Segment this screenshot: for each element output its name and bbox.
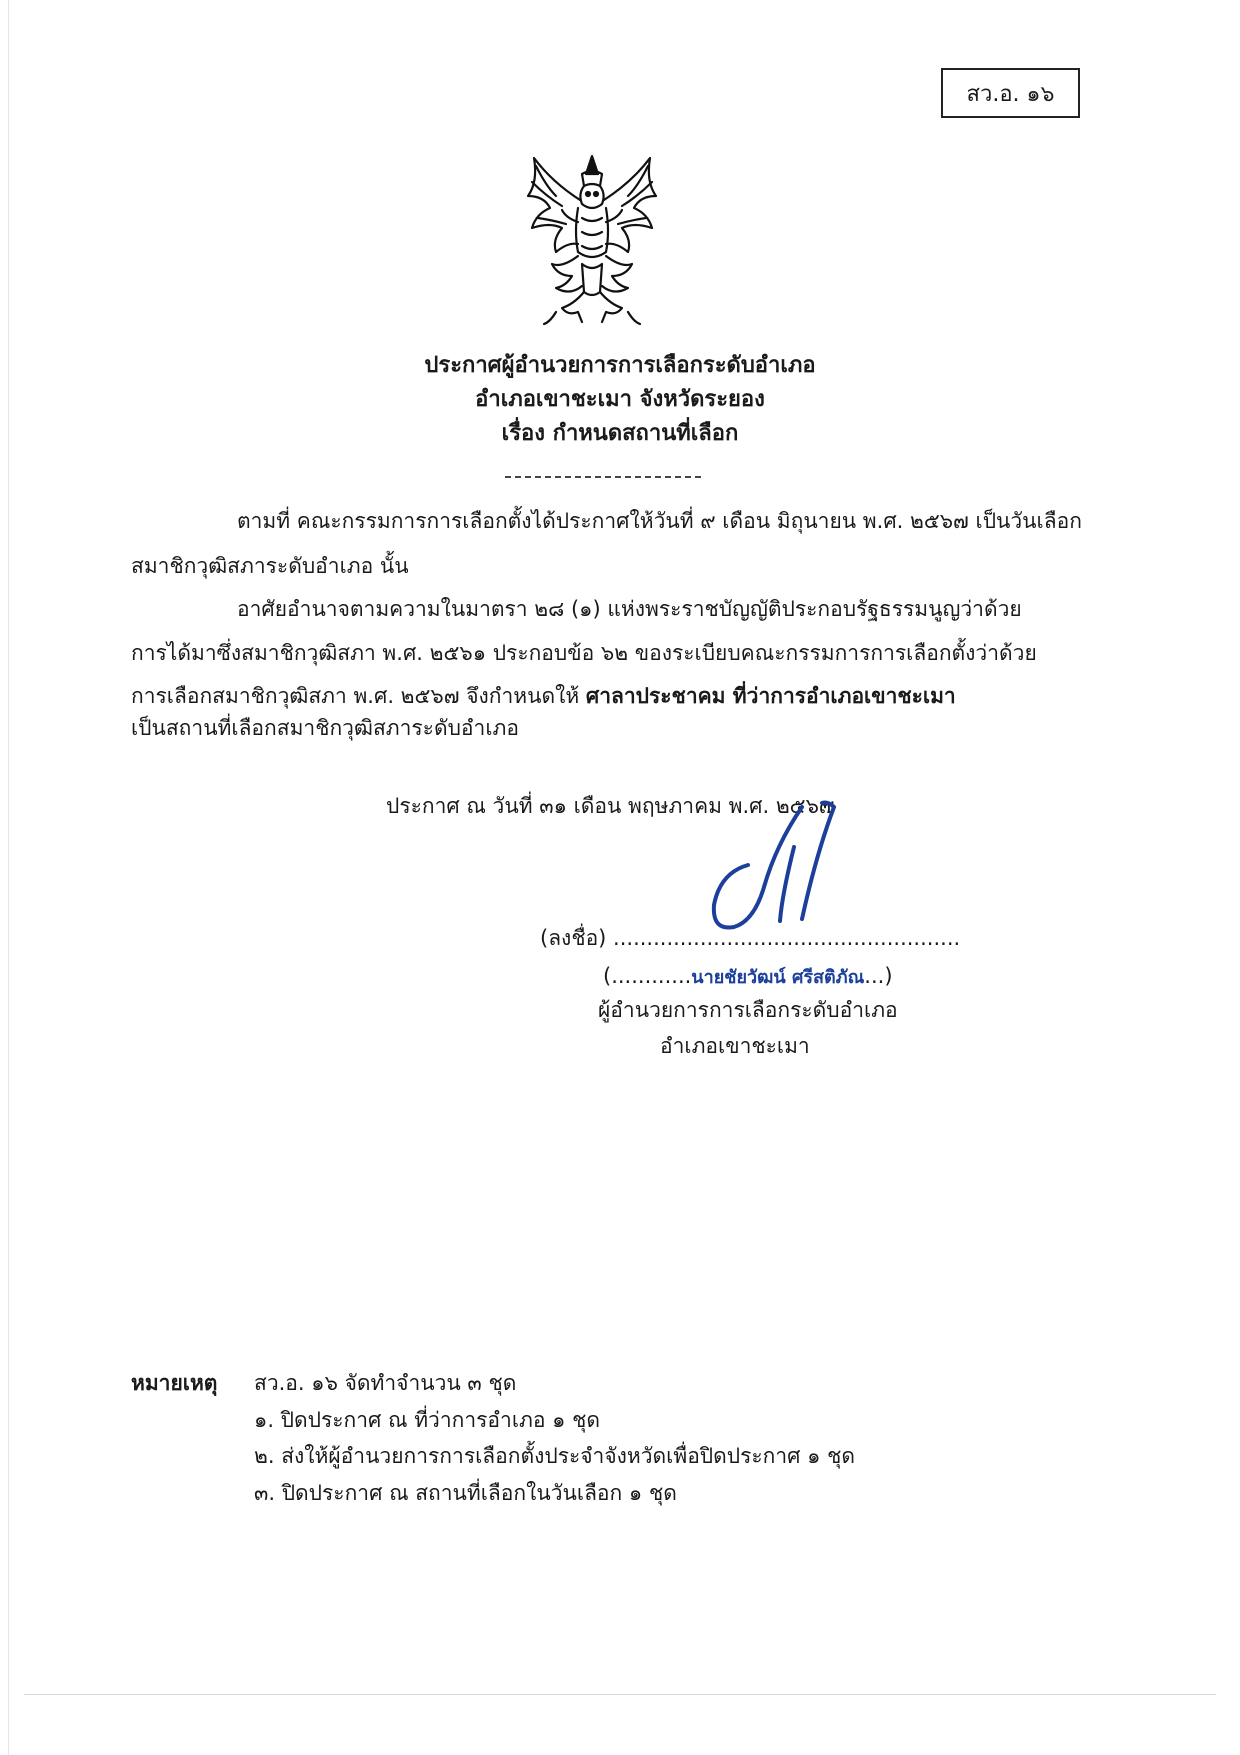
notes-label: หมายเหตุ bbox=[131, 1371, 218, 1395]
paragraph-2-line-2: การได้มาซึ่งสมาชิกวุฒิสภา พ.ศ. ๒๕๖๑ ประกอบข้อ ๖๒ ของระเบียบคณะกรรมการการเลือกตั้งว่าด้วย bbox=[131, 641, 1037, 665]
paragraph-2-line-3 bbox=[131, 680, 956, 713]
title-line-2: อำเภอเขาชะเมา จังหวัดระยอง bbox=[475, 387, 765, 412]
garuda-emblem-icon bbox=[522, 152, 662, 328]
paragraph-2-line-3-text: การเลือกสมาชิกวุฒิสภา พ.ศ. ๒๕๖๗ จึงกำหนดให้ bbox=[131, 684, 580, 708]
sign-label: (ลงชื่อ) .................................................... bbox=[540, 926, 961, 950]
election-venue: ศาลาประชาคม ที่ว่าการอำเภอเขาชะเมา bbox=[585, 684, 956, 708]
name-close: ...) bbox=[864, 964, 893, 988]
signer-position: ผู้อำนวยการการเลือกระดับอำเภอ bbox=[598, 998, 898, 1022]
title-line-1: ประกาศผู้อำนวยการการเลือกระดับอำเภอ bbox=[424, 353, 816, 378]
signer-name-line bbox=[603, 962, 893, 991]
paragraph-1-line-2: สมาชิกวุฒิสภาระดับอำเภอ นั้น bbox=[131, 554, 409, 578]
paragraph-1-line-1: ตามที่ คณะกรรมการการเลือกตั้งได้ประกาศให้วันที่ ๙ เดือน มิถุนายน พ.ศ. ๒๕๖๗ เป็นวันเลือก bbox=[237, 509, 1082, 533]
notes-item-2: ๒. ส่งให้ผู้อำนวยการการเลือกตั้งประจำจังหวัดเพื่อปิดประกาศ ๑ ชุด bbox=[254, 1444, 856, 1468]
signer-name-stamp: นายชัยวัฒน์ ศรีสติภัณ bbox=[691, 967, 865, 988]
paragraph-2-line-4: เป็นสถานที่เลือกสมาชิกวุฒิสภาระดับอำเภอ bbox=[131, 716, 519, 740]
notes-item-1: ๑. ปิดประกาศ ณ ที่ว่าการอำเภอ ๑ ชุด bbox=[254, 1408, 601, 1432]
form-code-box bbox=[941, 68, 1080, 118]
scan-bottom-rule bbox=[24, 1694, 1216, 1695]
announcement-date: ประกาศ ณ วันที่ ๓๑ เดือน พฤษภาคม พ.ศ. ๒๕๖๗ bbox=[386, 794, 835, 818]
name-open: (............ bbox=[603, 964, 692, 988]
signer-district: อำเภอเขาชะเมา bbox=[660, 1034, 810, 1058]
form-code: สว.อ. ๑๖ bbox=[966, 81, 1055, 107]
notes-item-3: ๓. ปิดประกาศ ณ สถานที่เลือกในวันเลือก ๑ ชุด bbox=[254, 1481, 677, 1505]
paragraph-2-line-1: อาศัยอำนาจตามความในมาตรา ๒๘ (๑) แห่งพระราชบัญญัติประกอบรัฐธรรมนูญว่าด้วย bbox=[237, 597, 1022, 621]
title-divider bbox=[505, 476, 701, 478]
title-line-3: เรื่อง กำหนดสถานที่เลือก bbox=[501, 421, 739, 446]
scan-edge bbox=[8, 0, 9, 1755]
notes-line-0: สว.อ. ๑๖ จัดทำจำนวน ๓ ชุด bbox=[254, 1371, 517, 1395]
